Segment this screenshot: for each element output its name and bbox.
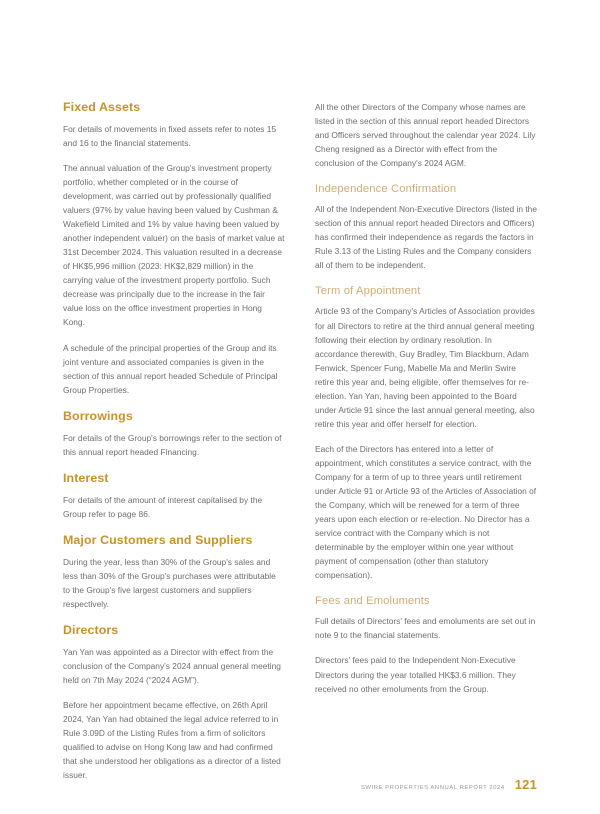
section-heading-major-customers-and-suppliers: Major Customers and Suppliers <box>63 532 253 547</box>
paragraph: All of the Independent Non-Executive Directors (listed in the section of this annual report headed Directors and Officers) has confirmed their independence as regards the factors in Rule 3.13 of the Listing Rules and the Company considers all of them to be independent. <box>315 204 537 271</box>
section-heading-term-of-appointment: Term of Appointment <box>315 285 421 298</box>
section-heading-fixed-assets: Fixed Assets <box>63 100 141 114</box>
paragraph: For details of movements in fixed assets refer to notes 15 and 16 to the financial statements. <box>63 123 277 148</box>
paragraph: Article 93 of the Company's Articles of Association provides for all Directors to retire at the third annual general meeting following their election by ordinary resolution. In accordance therewith, Guy Bradley, Tim Blackburn, Adam Fenwick, Spencer Fung, Mabelle Ma and Merlin Swire retire this year and, being eligible, offer themselves for re-election. Yan Yan, having been appointed to the Board under Article 91 since the last annual general meeting, also retire this year and offer herself for election. <box>315 306 535 429</box>
section-directors-continued <box>315 100 537 170</box>
section-heading-directors: Directors <box>63 622 119 637</box>
paragraph: For details of the amount of interest capitalised by the Group refer to page 86. <box>63 494 263 519</box>
paragraph: Yan Yan was appointed as a Director with effect from the conclusion of the Company's 2024 annual general meeting held on 7th May 2024 (“2024 AGM”). <box>63 646 281 685</box>
section-fixed-assets <box>63 100 285 397</box>
paragraph: The annual valuation of the Group's investment property portfolio, whether completed or in the course of development, was carried out by professionally qualified valuers (97% by value having been valued by Cushman & Wakefield Limited and 1% by value having been valued by another independent valuer) on the basis of market value at 31st December 2024. This valuation resulted in a decrease of HK$5,996 million (2023: HK$2,829 million) in the carrying value of the investment property portfolio. Such decrease was principally due to the increase in the fair value loss on the office investment properties in Hong Kong. <box>63 162 285 328</box>
page-footer <box>361 778 537 792</box>
right-column <box>315 100 537 782</box>
section-heading-independence-confirmation: Independence Confirmation <box>315 183 457 196</box>
section-heading-interest: Interest <box>63 470 109 485</box>
page-columns <box>63 100 537 782</box>
paragraph: For details of the Group's borrowings refer to the section of this annual report headed Financing. <box>63 432 282 457</box>
section-directors <box>63 623 285 782</box>
footer-report-label: SWIRE PROPERTIES ANNUAL REPORT 2024 <box>360 785 505 792</box>
paragraph: All the other Directors of the Company whose names are listed in the section of this annual report headed Directors and Officers served throughout the calendar year 2024. Lily Cheng resigned as a Director with effect from the conclusion of the Company's 2024 AGM. <box>315 102 536 169</box>
paragraph: Directors' fees paid to the Independent Non-Executive Directors during the year totalled HK$3.6 million. They received no other emoluments from the Group. <box>315 655 516 694</box>
page-number: 121 <box>514 777 537 793</box>
paragraph: A schedule of the principal properties of the Group and its joint venture and associated companies is given in the section of this annual report headed Schedule of Principal Group Properties. <box>63 342 278 395</box>
paragraph: During the year, less than 30% of the Group's sales and less than 30% of the Group's purchases were attributable to the Group's five largest customers and suppliers respectively. <box>63 556 276 609</box>
left-column <box>63 100 285 782</box>
paragraph: Before her appointment became effective, on 26th April 2024, Yan Yan had obtained the legal advice referred to in Rule 3.09D of the Listing Rules from a firm of solicitors qualified to advise on Hong Kong law and had confirmed that she understood her obligations as a director of a listed issuer. <box>63 699 281 780</box>
section-independence-confirmation <box>315 182 537 272</box>
section-borrowings <box>63 409 285 459</box>
section-interest <box>63 471 285 521</box>
section-major-customers-and-suppliers <box>63 533 285 611</box>
section-heading-borrowings: Borrowings <box>63 408 133 423</box>
section-heading-fees-and-emoluments: Fees and Emoluments <box>315 595 430 608</box>
section-term-of-appointment <box>315 284 537 582</box>
section-fees-and-emoluments <box>315 594 537 695</box>
paragraph: Full details of Directors' fees and emoluments are set out in note 9 to the financial statements. <box>315 616 536 641</box>
paragraph: Each of the Directors has entered into a letter of appointment, which constitutes a service contract, with the Company for a term of up to three years until retirement under Article 91 or Article 93 of the Articles of Association of the Company, which will be renewed for a term of three years upon each election or re-election. No Director has a service contract with the Company which is not determinable by the employer within one year without payment of compensation (other than statutory compensation). <box>315 443 537 581</box>
